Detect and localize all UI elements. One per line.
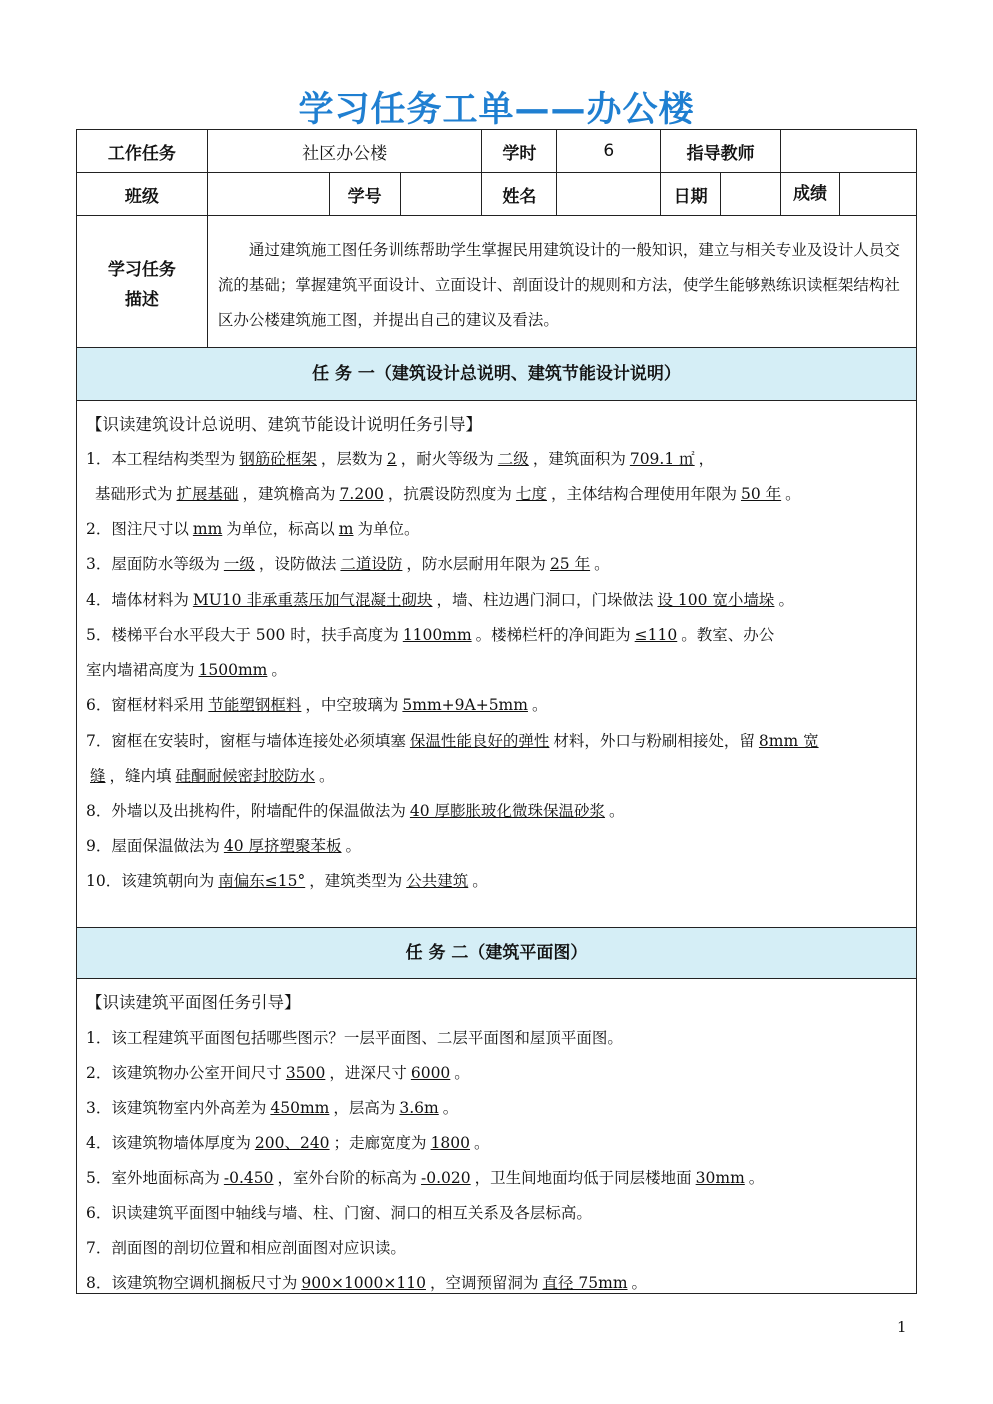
teacher-label: 指导教师 (661, 130, 781, 173)
teacher-field[interactable] (781, 130, 917, 173)
task1-item: 2．图注尺寸以 mm 为单位，标高以 m 为单位。 (86, 520, 420, 538)
class-label: 班级 (77, 173, 208, 216)
student-id-label: 学号 (329, 173, 400, 216)
task1-item: 8．外墙以及出挑构件，附墙配件的保温做法为 40 厚膨胀玻化微珠保温砂浆 。 (86, 802, 625, 820)
score-cell (781, 173, 917, 216)
task2-guide: 【识读建筑平面图任务引导】 (86, 993, 301, 1012)
task2-item: 6．识读建筑平面图中轴线与墙、柱、门窗、洞口的相互关系及各层标高。 (86, 1204, 592, 1222)
date-field[interactable] (721, 173, 781, 216)
student-id-field[interactable] (400, 173, 482, 216)
task1-heading: 任 务 一（建筑设计总说明、建筑节能设计说明） (77, 347, 916, 401)
description-label: 学习任务 描述 (77, 216, 208, 355)
task-label: 工作任务 (77, 130, 208, 173)
task-value: 社区办公楼 (207, 130, 482, 173)
task1-item: 9．屋面保温做法为 40 厚挤塑聚苯板 。 (86, 837, 362, 855)
header-table (76, 129, 917, 355)
name-field[interactable] (557, 173, 661, 216)
task-description: 通过建筑施工图任务训练帮助学生掌握民用建筑设计的一般知识，建立与相关专业及设计人员交流的基础；掌握建筑平面设计、立面设计、剖面设计的规则和方法，使学生能够熟练识读框架结构社区办公楼建筑施工图，并提出自己的建议及看法。 (207, 216, 916, 355)
task1-item: 6．窗框材料采用 节能塑钢框料 ，中空玻璃为 5mm+9A+5mm 。 (86, 696, 548, 714)
task1-item: 7．窗框在安装时，窗框与墙体连接处必须填塞 保温性能良好的弹性 材料，外口与粉刷相接处，留 8mm 宽 (86, 732, 819, 750)
task1-item: 室内墙裙高度为 1500mm 。 (86, 661, 287, 679)
task1-item: 3．屋面防水等级为 一级 ，设防做法 二道设防 ，防水层耐用年限为 25 年 。 (86, 555, 610, 573)
task1-item: 5．楼梯平台水平段大于 500 时，扶手高度为 1100mm 。楼梯栏杆的净间距为 ≤110 。教室、办公 (86, 626, 775, 644)
task1-item: 10．该建筑朝向为 南偏东≤15° ，建筑类型为 公共建筑 。 (86, 872, 488, 890)
hours-label: 学时 (482, 130, 557, 173)
task2-heading: 任 务 二（建筑平面图） (77, 927, 916, 979)
page-title: 学习任务工单——办公楼 (298, 90, 695, 130)
task2-item: 4．该建筑物墙体厚度为 200、240 ；走廊宽度为 1800 。 (86, 1134, 490, 1152)
hours-value: 6 (557, 130, 661, 173)
page-number: 1 (897, 1318, 907, 1336)
task1-item: 1．本工程结构类型为 钢筋砼框架 ，层数为 2 ，耐火等级为 二级 ，建筑面积为 709.1 ㎡ ， (86, 450, 715, 468)
task2-item: 5．室外地面标高为 -0.450 ，室外台阶的标高为 -0.020 ，卫生间地面均低于同层楼地面 30mm 。 (86, 1169, 765, 1187)
task1-item: 基础形式为 扩展基础 ，建筑檐高为 7.200 ，抗震设防烈度为 七度 ，主体结构合理使用年限为 50 年 。 (95, 485, 801, 503)
task2-item: 3．该建筑物室内外高差为 450mm ，层高为 3.6m 。 (86, 1099, 459, 1117)
task1-guide: 【识读建筑设计总说明、建筑节能设计说明任务引导】 (86, 415, 482, 434)
task1-item: 缝 ，缝内填 硅酮耐候密封胶防水 。 (90, 767, 335, 785)
name-label: 姓名 (482, 173, 557, 216)
task2-item: 2．该建筑物办公室开间尺寸 3500 ，进深尺寸 6000 。 (86, 1064, 470, 1082)
task2-item: 8．该建筑物空调机搁板尺寸为 900×1000×110 ，空调预留洞为 直径 75mm 。 (86, 1274, 648, 1292)
task2-item: 7．剖面图的剖切位置和相应剖面图对应识读。 (86, 1239, 406, 1257)
score-label: 成绩 (781, 173, 840, 215)
task2-item: 1．该工程建筑平面图包括哪些图示？一层平面图、二层平面图和屋顶平面图。 (86, 1029, 623, 1047)
task1-item: 4．墙体材料为 MU10 非承重蒸压加气混凝土砌块 ，墙、柱边遇门洞口，门垛做法 设 100 宽小墙垛 。 (86, 591, 794, 609)
class-field[interactable] (207, 173, 329, 216)
date-label: 日期 (661, 173, 721, 216)
